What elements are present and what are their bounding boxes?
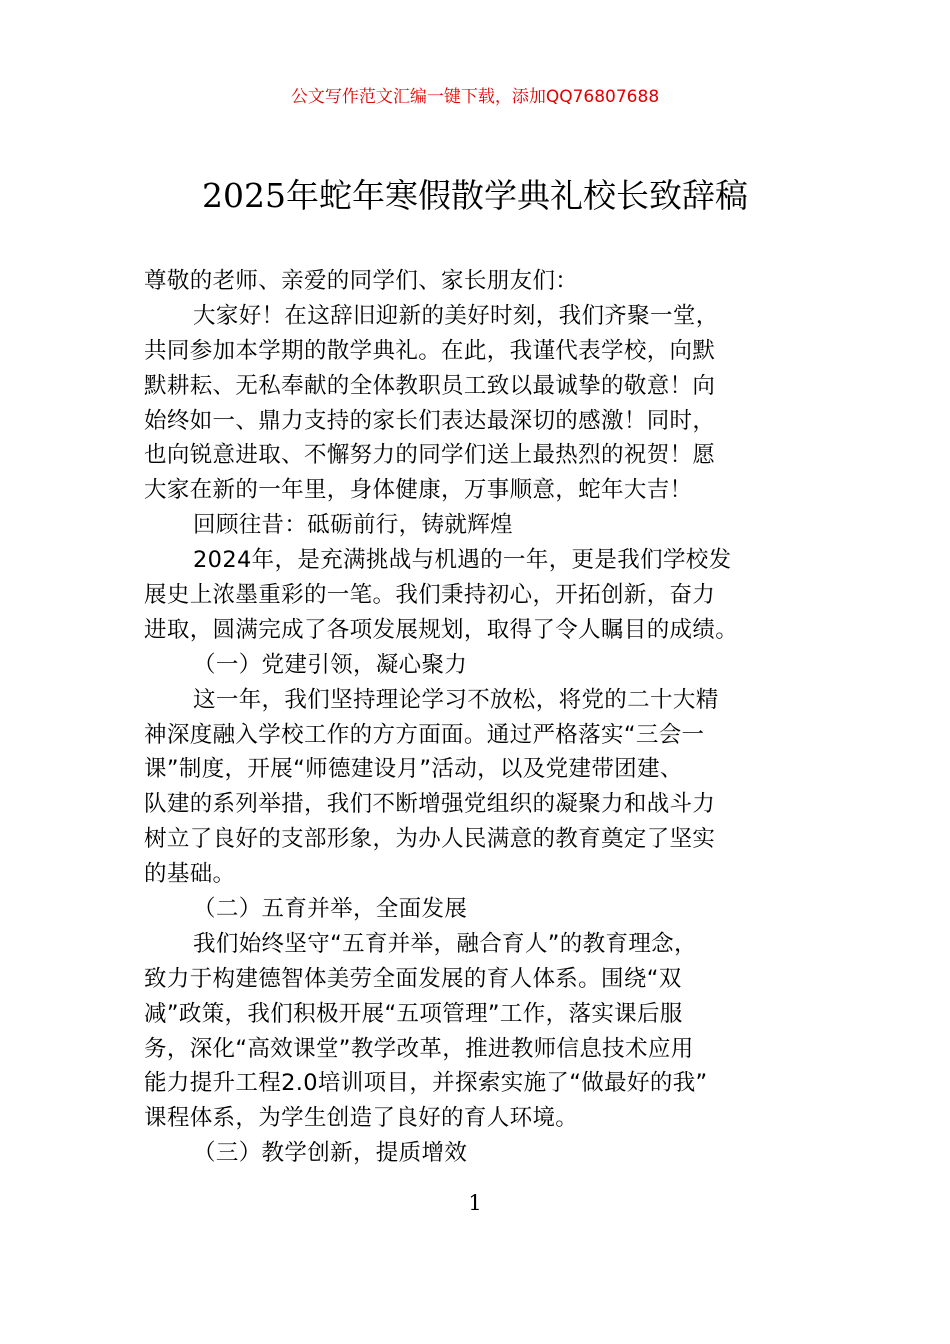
document-body (144, 264, 808, 1171)
subsection-heading: （三）教学创新，提质增效 (193, 1140, 468, 1167)
body-line: 树立了良好的支部形象，为办人民满意的教育奠定了坚实 (144, 826, 716, 853)
body-line: 我们始终坚守“五育并举，融合育人”的教育理念， (193, 930, 697, 957)
salutation-line: 尊敬的老师、亲爱的同学们、家长朋友们： (144, 268, 579, 294)
body-line: 能力提升工程2.0培训项目，并探索实施了“做最好的我” (144, 1070, 708, 1097)
body-line: 神深度融入学校工作的方方面面。通过严格落实“三会一 (144, 721, 705, 748)
download-promo-note: 公文写作范文汇编一键下载，添加QQ76807688 (290, 87, 660, 107)
body-line: 务，深化“高效课堂”教学改革，推进教师信息技术应用 (144, 1035, 694, 1062)
body-line: 课程体系，为学生创造了良好的育人环境。 (144, 1105, 579, 1132)
body-line: 大家好！在这辞旧迎新的美好时刻，我们齐聚一堂， (193, 302, 719, 329)
document-title: 2025年蛇年寒假散学典礼校长致辞稿 (202, 176, 748, 215)
body-line: 也向锐意进取、不懈努力的同学们送上最热烈的祝贺！愿 (144, 442, 716, 469)
body-line: 队建的系列举措，我们不断增强党组织的凝聚力和战斗力 (144, 791, 716, 818)
body-line: 进取，圆满完成了各项发展规划，取得了令人瞩目的成绩。 (144, 616, 739, 643)
body-line: 展史上浓墨重彩的一笔。我们秉持初心，开拓创新，奋力 (144, 582, 716, 609)
body-line: 大家在新的一年里，身体健康，万事顺意，蛇年大吉！ (144, 477, 693, 504)
body-line: 的基础。 (144, 861, 236, 888)
section-heading: 回顾往昔：砥砺前行，铸就辉煌 (193, 512, 513, 539)
subsection-heading: （二）五育并举，全面发展 (193, 896, 468, 923)
body-line: 始终如一、鼎力支持的家长们表达最深切的感激！同时， (144, 407, 716, 434)
page-number: 1 (468, 1191, 482, 1215)
body-line: 这一年，我们坚持理论学习不放松，将党的二十大精 (193, 686, 719, 713)
subsection-heading: （一）党建引领，凝心聚力 (193, 651, 468, 678)
body-line: 共同参加本学期的散学典礼。在此，我谨代表学校，向默 (144, 337, 716, 364)
body-line: 致力于构建德智体美劳全面发展的育人体系。围绕“双 (144, 965, 682, 992)
body-line: 默耕耘、无私奉献的全体教职员工致以最诚挚的敬意！向 (144, 372, 716, 399)
body-line: 减”政策，我们积极开展“五项管理”工作，落实课后服 (144, 1000, 683, 1027)
body-line: 2024年，是充满挑战与机遇的一年，更是我们学校发 (193, 547, 732, 574)
body-line: 课”制度，开展“师德建设月”活动，以及党建带团建、 (144, 756, 683, 783)
